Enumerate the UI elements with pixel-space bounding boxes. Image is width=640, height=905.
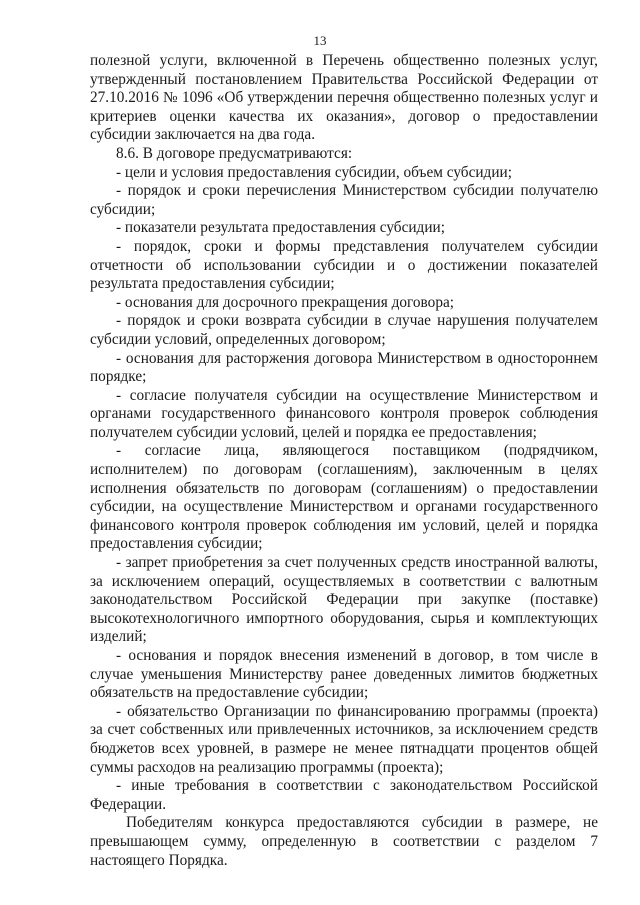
document-body — [90, 52, 598, 870]
list-item: - порядок и сроки возврата субсидии в случае нарушения получателем субсидии условий, определенных договором; — [90, 312, 598, 348]
list-item: - обязательство Организации по финансированию программы (проекта) за счет собственных или привлеченных источников, за исключением средств бюджетов всех уровней, в размере не менее пятнадцати процентов общей суммы расходов на реализацию программы (проекта); — [90, 702, 598, 776]
list-item: - согласие лица, являющегося поставщиком (подрядчиком, исполнителем) по договорам (соглашениям), заключенным в целях исполнения обязательств по договорам (соглашениям) о предоставлении субсидии, на осуществление Министерством и органами государственного финансового контроля проверок соблюдения им условий, целей и порядка предоставления субсидии; — [90, 442, 598, 553]
paragraph-continuation: полезной услуги, включенной в Перечень общественно полезных услуг, утвержденный постановлением Правительства Российской Федерации от 27.10.2016 № 1096 «Об утверждении перечня общественно полезных услуг и критериев оценки качества их оказания», договор о предоставлении субсидии заключается на два года. — [90, 52, 598, 144]
list-item: - запрет приобретения за счет полученных средств иностранной валюты, за исключением операций, осуществляемых в соответствии с валютным законодательством Российской Федерации при закупке (поставке) высокотехнологичного импортного оборудования, сырья и комплектующих изделий; — [90, 554, 598, 646]
list-item: - показатели результата предоставления субсидии; — [116, 219, 445, 237]
list-item: - порядок и сроки перечисления Министерством субсидии получателю субсидии; — [90, 182, 598, 218]
list-item: - согласие получателя субсидии на осуществление Министерством и органами государственного финансового контроля проверок соблюдения получателем субсидии условий, целей и порядка ее предоставления; — [90, 386, 598, 441]
paragraph-section-8-6: 8.6. В договоре предусматриваются: — [116, 144, 353, 162]
list-item: - иные требования в соответствии с законодательством Российской Федерации. — [90, 777, 598, 813]
list-item: - основания для досрочного прекращения договора; — [116, 293, 455, 311]
list-item: - цели и условия предоставления субсидии, объем субсидии; — [116, 163, 512, 181]
list-item: - порядок, сроки и формы представления получателем субсидии отчетности об использовании субсидии и о достижении показателей результата предоставления субсидии; — [90, 237, 598, 293]
paragraph-closing: Победителям конкурса предоставляются субсидии в размере, не превышающем сумму, определенную в соответствии с разделом 7 настоящего Порядка. — [90, 814, 598, 869]
list-item: - основания и порядок внесения изменений в договор, в том числе в случае уменьшения Министерству ранее доведенных лимитов бюджетных обязательств на предоставление субсидии; — [90, 647, 598, 702]
list-item: - основания для расторжения договора Министерством в одностороннем порядке; — [90, 349, 598, 386]
page-number: 13 — [313, 33, 327, 48]
